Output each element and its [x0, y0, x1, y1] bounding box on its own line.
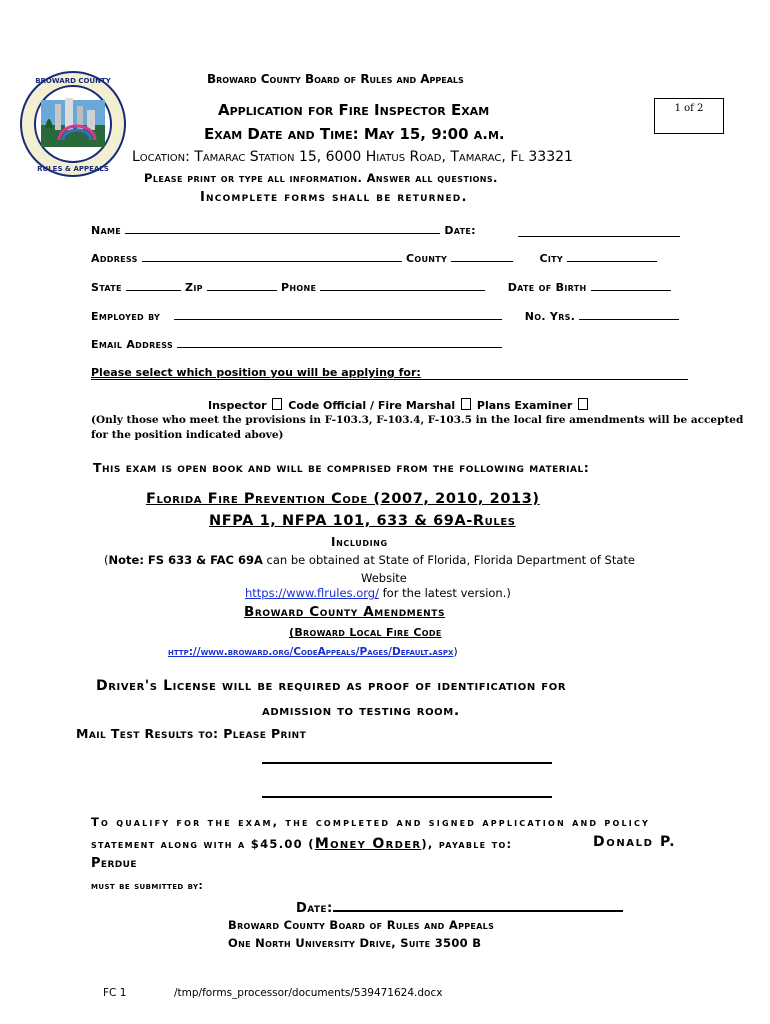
inspector-checkbox[interactable] [272, 398, 282, 410]
mail-address-line2[interactable] [262, 786, 552, 798]
plans-examiner-checkbox[interactable] [578, 398, 588, 410]
position-note-line2: for the position indicated above) [91, 429, 284, 441]
date-field[interactable] [518, 225, 680, 237]
broward-amendments: Broward County Amendments [244, 604, 446, 620]
dob-field[interactable] [591, 279, 671, 291]
date-field-wrap [518, 222, 680, 241]
svg-text:RULES & APPEALS: RULES & APPEALS [37, 165, 109, 173]
zip-label: Zip [185, 281, 203, 294]
material-code1: Florida Fire Prevention Code (2007, 2010, 2013) [146, 491, 540, 507]
broward-local-code: (Broward Local Fire Code [289, 626, 442, 639]
name-field[interactable] [125, 222, 440, 234]
email-field[interactable] [177, 336, 502, 348]
note-open-paren: ( [104, 553, 109, 567]
submit-address1: Broward County Board of Rules and Appeals [228, 918, 495, 932]
material-including: Including [331, 535, 388, 549]
note-bold: Note: FS 633 & FAC 69A [108, 553, 263, 567]
position-note-line1: (Only those who meet the provisions in F-103.3, F-103.4, F-103.5 in the local fire amendments will be accepted [91, 414, 744, 426]
name-row [91, 222, 476, 237]
address-label: Address [91, 252, 138, 265]
mail-address-line1[interactable] [262, 752, 552, 764]
option-code-official-label: Code Official / Fire Marshal [288, 399, 456, 412]
payee-name: Donald P. [593, 834, 677, 850]
option-inspector-label: Inspector [208, 399, 267, 412]
instructions: Please print or type all information. Answer all questions. [144, 171, 498, 185]
license-line2: admission to testing room. [262, 703, 460, 719]
incomplete-notice: Incomplete forms shall be returned. [200, 190, 468, 205]
svg-text:BROWARD COUNTY: BROWARD COUNTY [35, 77, 111, 85]
note-rest: can be obtained at State of Florida, Florida Department of State [262, 553, 635, 567]
submit-label: must be submitted by: [91, 880, 204, 892]
broward-link[interactable]: http://www.broward.org/CodeAppeals/Pages/Default.aspx [168, 646, 454, 658]
qualify-line2-b: ), payable to: [421, 837, 513, 851]
code-official-checkbox[interactable] [461, 398, 471, 410]
broward-county-seal [19, 70, 127, 178]
footer-code: FC 1 [103, 987, 127, 999]
material-link-line [245, 586, 511, 600]
county-field[interactable] [451, 250, 513, 262]
exam-datetime: Exam Date and Time: May 15, 9:00 a.m. [204, 125, 505, 143]
money-order-text: Money Order [314, 836, 422, 852]
qualify-line2-a: statement along with a $45.00 ( [91, 837, 315, 851]
position-prompt: Please select which position you will be applying for: [91, 366, 688, 380]
flrules-link[interactable]: https://www.flrules.org/ [245, 586, 379, 600]
phone-label: Phone [281, 281, 317, 294]
date-label: Date: [444, 224, 476, 237]
qualify-line1: To qualify for the exam, the completed and signed application and policy [91, 815, 651, 829]
application-title: Application for Fire Inspector Exam [218, 101, 490, 119]
name-label: Name [91, 224, 122, 237]
employed-field[interactable] [174, 308, 502, 320]
submit-address2: One North University Drive, Suite 3500 B [228, 936, 482, 950]
board-title: Broward County Board of Rules and Appeals [207, 72, 464, 86]
phone-field[interactable] [320, 279, 485, 291]
material-code2: NFPA 1, NFPA 101, 633 & 69A-Rules [209, 513, 516, 529]
broward-link-line [168, 646, 458, 658]
submit-date-field[interactable] [333, 898, 623, 912]
close-paren: ) [453, 646, 458, 658]
state-field[interactable] [126, 279, 181, 291]
address-field[interactable] [142, 250, 402, 262]
mail-results-label: Mail Test Results to: Please Print [76, 726, 307, 741]
date-submit-row [296, 898, 623, 916]
exam-location: Location: Tamarac Station 15, 6000 Hiatus Road, Tamarac, Fl 33321 [132, 149, 573, 165]
state-row [91, 279, 671, 294]
state-label: State [91, 281, 122, 294]
dob-label: Date of Birth [507, 281, 587, 294]
county-label: County [405, 252, 448, 265]
latest-text: for the latest version.) [378, 586, 511, 600]
email-row [91, 336, 502, 351]
no-yrs-label: No. Yrs. [524, 310, 576, 323]
material-website: Website [361, 571, 407, 585]
zip-field[interactable] [207, 279, 277, 291]
employed-row [91, 308, 679, 323]
city-field[interactable] [567, 250, 657, 262]
payee-name-2: Perdue [91, 856, 137, 871]
address-row [91, 250, 657, 265]
email-label: Email Address [91, 338, 174, 351]
material-intro: This exam is open book and will be comprised from the following material: [93, 460, 590, 475]
qualify-line2 [91, 836, 512, 852]
employed-label: Employed by [91, 310, 161, 323]
option-plans-label: Plans Examiner [476, 399, 573, 412]
license-line1: Driver's License will be required as proof of identification for [96, 678, 567, 694]
position-options [208, 398, 590, 412]
submit-date-label: Date: [296, 901, 333, 916]
no-yrs-field[interactable] [579, 308, 679, 320]
page-indicator: 1 of 2 [654, 98, 724, 134]
material-note-line [104, 553, 635, 567]
city-label: City [539, 252, 564, 265]
footer-path: /tmp/forms_processor/documents/539471624.docx [174, 987, 443, 999]
